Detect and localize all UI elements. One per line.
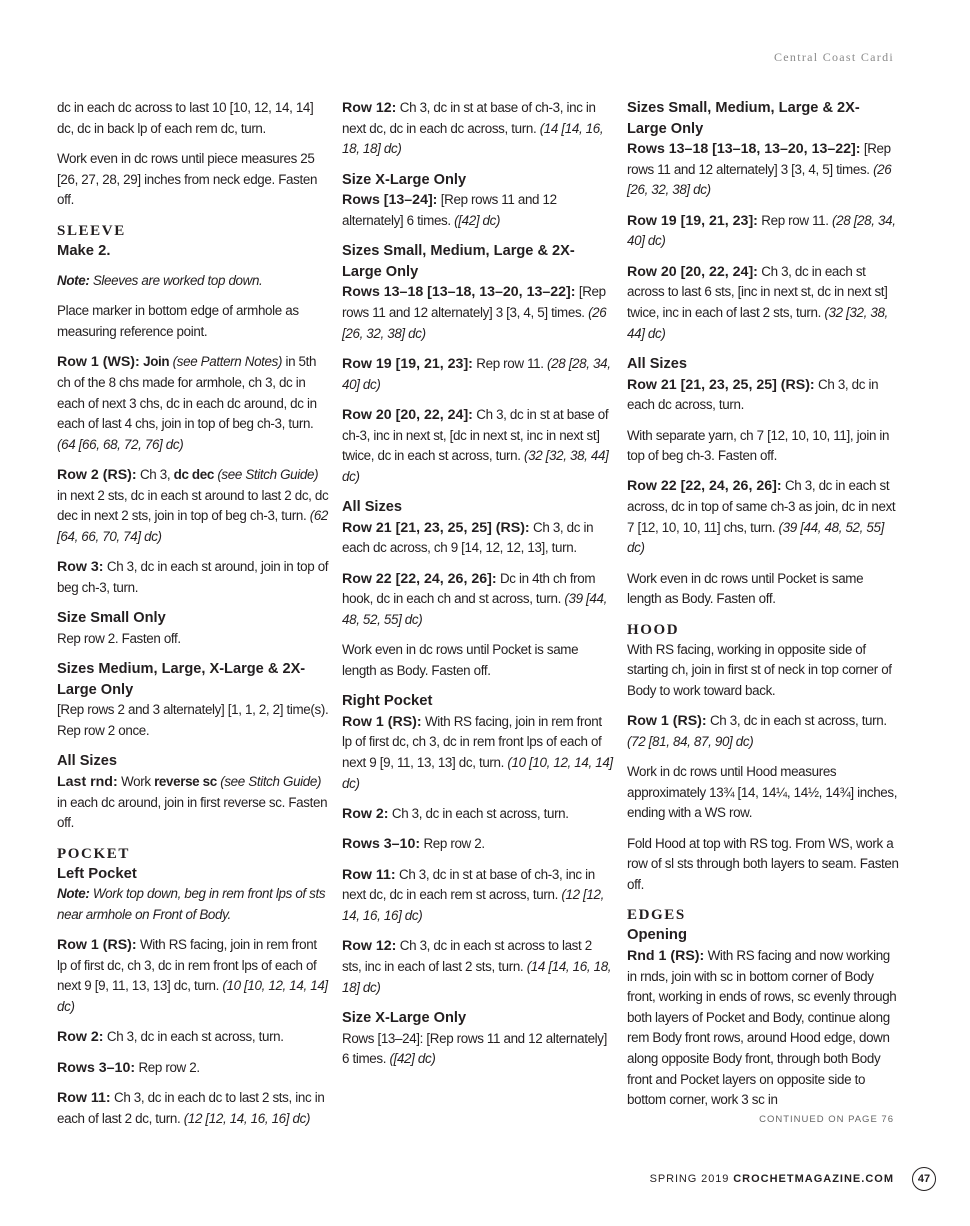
instruction-row: Row 1 (RS): With RS facing, join in rem front lp of first dc, ch 3, dc in rem front lps of each of next 9 [9, 11, 13, 13] dc, turn. (10 [10, 12, 14, 14] dc) [57, 937, 328, 1014]
section-heading-pocket: POCKET [57, 845, 130, 862]
instruction-row: Row 1 (RS): Ch 3, dc in each st across, turn. (72 [81, 84, 87, 90] dc) [627, 713, 887, 749]
issue-season: SPRING 2019 [649, 1173, 730, 1185]
instruction-row: Row 22 [22, 24, 26, 26]: Ch 3, dc in each st across, dc in top of same ch-3 as join, dc in next 7 [12, 10, 10, 11] chs, turn. (39 [44, 48, 52, 55] dc) [627, 478, 896, 556]
instruction-row: Rows [13–24]: [Rep rows 11 and 12 alternately] 6 times. ([42] dc) [342, 192, 557, 228]
instruction-row: Row 12: Ch 3, dc in each st across to last 2 sts, inc in each of last 2 sts, turn. (14 [14, 16, 18, 18] dc) [342, 938, 612, 995]
subheading-right-pocket: Right Pocket [342, 693, 433, 710]
paragraph: With separate yarn, ch 7 [12, 10, 10, 11], join in top of beg ch-3. Fasten off. [627, 427, 890, 464]
subheading-left-pocket: Left Pocket [57, 865, 137, 882]
paragraph: Work even in dc rows until piece measures 25 [26, 27, 28, 29] inches from neck edge. Fasten off. [57, 150, 318, 208]
running-head: Central Coast Cardi [773, 50, 894, 64]
instruction-row: Row 20 [20, 22, 24]: Ch 3, dc in st at base of ch-3, inc in next st, [dc in next st, inc in next st] twice, dc in each st across, turn. (32 [32, 38, 44] dc) [342, 406, 609, 484]
instruction-row: Rows 13–18 [13–18, 13–20, 13–22]: [Rep rows 11 and 12 alternately] 3 [3, 4, 5] times. (26 [26, 32, 38] dc) [627, 141, 892, 198]
size-heading: All Sizes [57, 753, 118, 770]
instruction-row: Row 2: Ch 3, dc in each st across, turn. [57, 1029, 284, 1046]
column-1 [57, 98, 329, 1129]
paragraph: Place marker in bottom edge of armhole as measuring reference point. [57, 303, 299, 339]
instruction-row: Row 1 (RS): With RS facing, join in rem front lp of first dc, ch 3, dc in rem front lps of each of next 9 [9, 11, 13, 13] dc, turn. (10 [10, 12, 14, 14] dc) [342, 713, 613, 791]
instruction-row: Rows 13–18 [13–18, 13–20, 13–22]: [Rep rows 11 and 12 alternately] 3 [3, 4, 5] times. (26 [26, 32, 38] dc) [342, 284, 607, 341]
column-2 [342, 98, 614, 1070]
instruction-row: Row 19 [19, 21, 23]: Rep row 11. (28 [28, 34, 40] dc) [627, 212, 896, 249]
paragraph: Work even in dc rows until Pocket is same length as Body. Fasten off. [342, 642, 579, 678]
size-heading: Sizes Medium, Large, X-Large & 2X-Large Only [57, 661, 306, 698]
instruction-row: Row 12: Ch 3, dc in st at base of ch-3, inc in next dc, dc in each dc across, turn. (14 [14, 16, 18, 18] dc) [342, 100, 604, 157]
instruction-row: Row 21 [21, 23, 25, 25] (RS): Ch 3, dc in each dc across, ch 9 [14, 12, 12, 13], turn. [342, 519, 594, 556]
instruction-row: Row 3: Ch 3, dc in each st around, join in top of beg ch-3, turn. [57, 559, 329, 595]
instruction-row: Row 1 (WS): Join (see Pattern Notes) in 5th ch of the 8 chs made for armhole, ch 3, dc in each of next 3 chs, dc in each dc around, dc in each of last 4 chs, join in top of beg ch-3, turn. (64 [66, 68, 72, 76] dc) [57, 354, 317, 452]
size-heading: All Sizes [627, 355, 688, 372]
instruction-row: Rows [13–24]: [Rep rows 11 and 12 alternately] 6 times. ([42] dc) [342, 1030, 608, 1067]
paragraph: [Rep rows 2 and 3 alternately] [1, 1, 2, 2] time(s). Rep row 2 once. [57, 702, 329, 739]
page-footer [650, 1173, 894, 1185]
paragraph: With RS facing, working in opposite side of starting ch, join in first st of neck in top corner of Body to work toward back. [627, 641, 892, 698]
instruction-row: Row 2: Ch 3, dc in each st across, turn. [342, 805, 569, 822]
size-heading: Size X-Large Only [342, 171, 467, 188]
size-heading: Sizes Small, Medium, Large & 2X-Large Only [342, 243, 575, 280]
section-heading-sleeve: SLEEVE [57, 222, 126, 239]
instruction-row: Rnd 1 (RS): With RS facing and now working in rnds, join with sc in bottom corner of Body front, working in ends of rows, sc evenly through both layers of Pocket and Body, continue along rem Body front rows, around Hood edge, down along opposite Body front, through both Body front and Pocket layers on opposite side to bottom corner, work 3 sc in [627, 947, 897, 1108]
page-number: 47 [912, 1167, 936, 1191]
note: Note: Work top down, beg in rem front lps of sts near armhole on Front of Body. [57, 886, 326, 922]
continued-notice: CONTINUED ON PAGE 76 [759, 1114, 894, 1125]
instruction-row: Last rnd: Work reverse sc (see Stitch Guide) in each dc around, join in first reverse sc. Fasten off. [57, 774, 328, 831]
instruction-row: Row 19 [19, 21, 23]: Rep row 11. (28 [28, 34, 40] dc) [342, 355, 611, 392]
make-two: Make 2. [57, 242, 111, 259]
instruction-row: Row 2 (RS): Ch 3, dc dec (see Stitch Guide) in next 2 sts, dc in each st around to last 2 dc, dc dec in next 2 sts, join in top of beg ch-3, turn. (62 [64, 66, 70, 74] dc) [57, 467, 329, 544]
note: Note: Sleeves are worked top down. [57, 272, 263, 288]
instruction-row: Rows 3–10: Rep row 2. [57, 1059, 200, 1076]
site-link[interactable]: CROCHETMAGAZINE.COM [733, 1173, 894, 1185]
section-heading-edges: EDGES [627, 907, 686, 924]
instruction-row: Row 20 [20, 22, 24]: Ch 3, dc in each st across to last 6 sts, [inc in next st, dc in next st] twice, inc in each of last 2 sts, turn. (32 [32, 38, 44] dc) [627, 263, 888, 341]
subheading-opening: Opening [627, 927, 688, 944]
size-heading: Size Small Only [57, 610, 166, 627]
paragraph: Fold Hood at top with RS tog. From WS, work a row of sl sts through both layers to seam. Fasten off. [627, 835, 899, 892]
size-heading: All Sizes [342, 499, 403, 516]
instruction-row: Row 11: Ch 3, dc in st at base of ch-3, inc in next dc, dc in each rem st across, turn. (12 [12, 14, 16, 16] dc) [342, 866, 604, 923]
size-heading: Size X-Large Only [342, 1009, 467, 1026]
instruction-row: Row 21 [21, 23, 25, 25] (RS): Ch 3, dc in each dc across, turn. [627, 376, 879, 413]
instruction-row: Rows 3–10: Rep row 2. [342, 836, 485, 853]
section-heading-hood: HOOD [627, 621, 680, 638]
paragraph: Rep row 2. Fasten off. [57, 630, 181, 646]
instruction-row: Row 22 [22, 24, 26, 26]: Dc in 4th ch from hook, dc in each ch and st across, turn. (39 [44, 48, 52, 55] dc) [342, 570, 607, 627]
instruction-row: Row 11: Ch 3, dc in each dc to last 2 sts, inc in each of last 2 dc, turn. (12 [12, 14, 16, 16] dc) [57, 1090, 325, 1126]
paragraph: Work even in dc rows until Pocket is same length as Body. Fasten off. [627, 570, 864, 607]
size-heading: Sizes Small, Medium, Large & 2X-Large Only [627, 100, 860, 137]
paragraph: dc in each dc across to last 10 [10, 12, 14, 14] dc, dc in back lp of each rem dc, turn. [57, 100, 314, 136]
column-3 [627, 98, 899, 1111]
paragraph: Work in dc rows until Hood measures approximately 13¾ [14, 14¼, 14½, 14¾] inches, ending with a WS row. [627, 764, 898, 821]
